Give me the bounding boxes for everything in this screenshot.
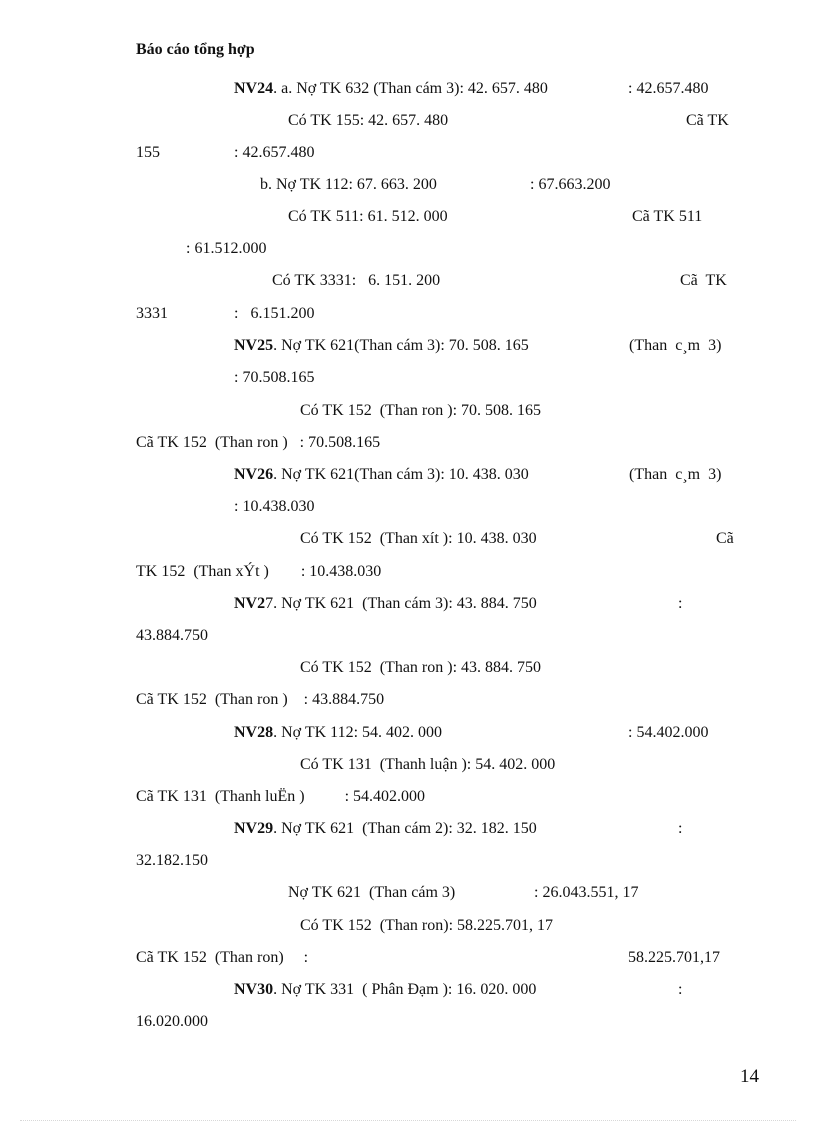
- nv28-entry: . Nợ TK 112: 54. 402. 000: [273, 724, 443, 741]
- nv30-tag: NV30: [234, 981, 274, 998]
- nv24-account: 155: [136, 144, 160, 161]
- nv26-tag: NV26: [234, 466, 274, 483]
- nv28-tag: NV28: [234, 724, 274, 741]
- nv29-debit-2: Nợ TK 621 (Than cám 3): [288, 884, 456, 901]
- nv30-entry: . Nợ TK 331 ( Phân Đạm ): 16. 020. 000: [273, 981, 537, 998]
- nv24-credit: Có TK 155: 42. 657. 480: [288, 112, 449, 129]
- nv25-tag: NV25: [234, 337, 274, 354]
- nv24b-credit-511: Có TK 511: 61. 512. 000: [288, 208, 448, 225]
- nv30-amount: 16.020.000: [136, 1013, 208, 1030]
- nv26-note: (Than c¸m 3): [629, 466, 722, 483]
- nv27-credit-ledger: Cã TK 152 (Than ron ) : 43.884.750: [136, 691, 385, 708]
- nv27-amount: 43.884.750: [136, 627, 208, 644]
- nv29-amount: 32.182.150: [136, 852, 208, 869]
- nv24-amount: : 42.657.480: [628, 80, 709, 97]
- nv24b-credit-511-ledger: Cã TK 511: [632, 208, 703, 225]
- nv27-entry: 7. Nợ TK 621 (Than cám 3): 43. 884. 750: [265, 595, 537, 612]
- nv24b-credit-3331-amount: : 6.151.200: [234, 305, 315, 322]
- nv27-credit: Có TK 152 (Than ron ): 43. 884. 750: [300, 659, 542, 676]
- nv25-credit: Có TK 152 (Than ron ): 70. 508. 165: [300, 402, 542, 419]
- nv29-line-1: [234, 819, 537, 839]
- nv24b-credit-3331-ledger: Cã TK: [680, 272, 727, 289]
- nv24-line-1: [234, 79, 548, 99]
- nv24b-amount: : 67.663.200: [530, 176, 611, 193]
- nv25-entry: . Nợ TK 621(Than cám 3): 70. 508. 165: [273, 337, 529, 354]
- nv25-line-1: [234, 336, 529, 356]
- page-number: 14: [740, 1066, 759, 1087]
- nv30-colon: :: [678, 981, 683, 998]
- nv24-entry: . a. Nợ TK 632 (Than cám 3): 42. 657. 480: [273, 80, 548, 97]
- nv26-line-1: [234, 465, 529, 485]
- nv30-line-1: [234, 980, 536, 1000]
- nv26-credit-ledger-start: Cã: [716, 530, 734, 547]
- nv28-amount: : 54.402.000: [628, 724, 709, 741]
- nv26-credit: Có TK 152 (Than xít ): 10. 438. 030: [300, 530, 537, 547]
- nv24b-debit: b. Nợ TK 112: 67. 663. 200: [260, 176, 437, 193]
- nv27-line-1: [234, 594, 537, 614]
- nv28-credit: Có TK 131 (Thanh luận ): 54. 402. 000: [300, 756, 556, 773]
- nv25-note: (Than c¸m 3): [629, 337, 722, 354]
- nv29-entry: . Nợ TK 621 (Than cám 2): 32. 182. 150: [273, 820, 537, 837]
- nv27-colon: :: [678, 595, 683, 612]
- nv29-credit-ledger-amount: 58.225.701,17: [628, 949, 720, 966]
- page-header-title: Báo cáo tổng hợp: [136, 41, 255, 58]
- nv26-entry: . Nợ TK 621(Than cám 3): 10. 438. 030: [273, 466, 529, 483]
- page-bottom-divider: [20, 1120, 796, 1121]
- nv24-credit-ledger: Cã TK: [686, 112, 729, 129]
- nv24b-credit-3331: Có TK 3331: 6. 151. 200: [272, 272, 441, 289]
- nv29-credit-ledger: Cã TK 152 (Than ron) :: [136, 949, 309, 966]
- nv29-tag: NV29: [234, 820, 274, 837]
- nv26-amount: : 10.438.030: [234, 498, 315, 515]
- nv24b-account-3331: 3331: [136, 305, 168, 322]
- nv27-tag: NV2: [234, 595, 266, 612]
- nv24b-credit-511-amount: : 61.512.000: [186, 240, 267, 257]
- nv29-colon: :: [678, 820, 683, 837]
- nv28-line-1: [234, 723, 442, 743]
- nv29-credit: Có TK 152 (Than ron): 58.225.701, 17: [300, 917, 554, 934]
- nv25-credit-ledger: Cã TK 152 (Than ron ) : 70.508.165: [136, 434, 381, 451]
- nv28-credit-ledger: Cã TK 131 (Thanh luËn ) : 54.402.000: [136, 788, 426, 805]
- nv24-tag: NV24: [234, 80, 274, 97]
- nv26-credit-ledger: TK 152 (Than xÝt ) : 10.438.030: [136, 563, 382, 580]
- nv29-debit-2-amount: : 26.043.551, 17: [534, 884, 639, 901]
- nv25-amount: : 70.508.165: [234, 369, 315, 386]
- nv24-credit-amount: : 42.657.480: [234, 144, 315, 161]
